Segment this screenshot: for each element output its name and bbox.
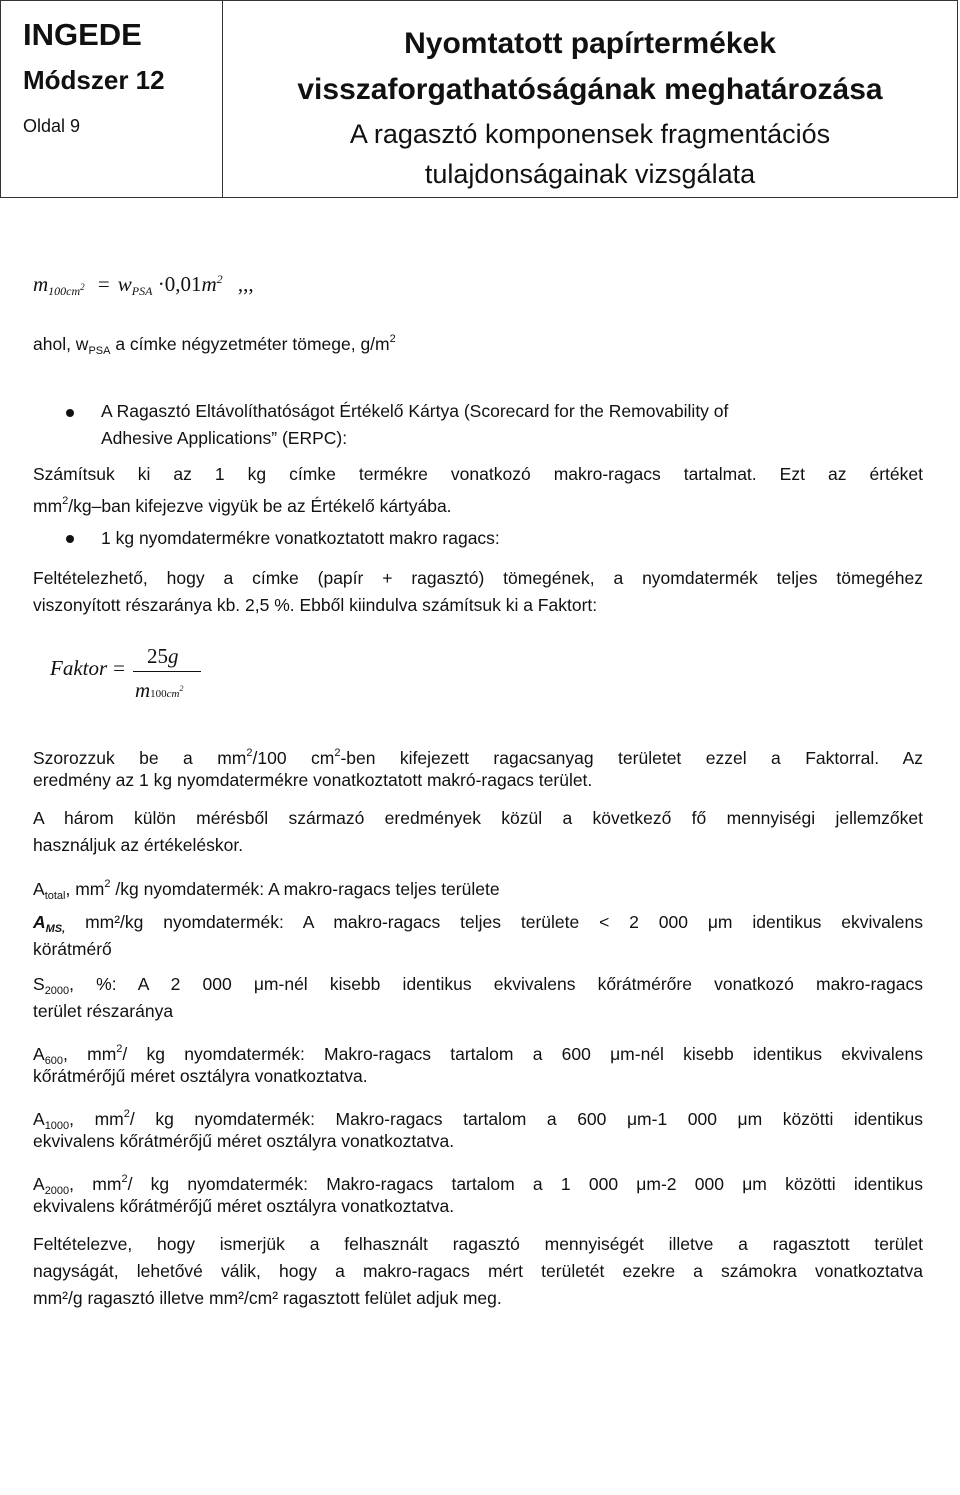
header-subtitle-line1: A ragasztó komponensek fragmentációs — [349, 119, 831, 149]
method-number: Módszer 12 — [23, 65, 165, 95]
page-number: Oldal 9 — [23, 116, 81, 136]
bullet-icon — [66, 409, 74, 417]
paragraph-assumption: Feltételezhető, hogy a címke (papír + ragasztó) tömegének, a nyomdatermék teljes tömegéhez viszonyított részaránya kb. 2,5 %. Ebből kiindulva számítsuk ki a Faktort: — [33, 568, 923, 615]
paragraph-characteristics: A három külön mérésből származó eredmények közül a következő fő mennyiségi jellemzőket használjuk az értékeléskor. — [33, 808, 923, 855]
header-left-cell — [1, 1, 223, 197]
bullet-icon — [66, 535, 74, 543]
definition-a2000: $A_{2000}$, $mm^2/$ kg nyomdatermék: Makro-ragacs tartalom a 1 000 μm-2 000 μm közötti identikus ekvivalens kőrátmérőjű méret osztályra vonatkoztatva. — [33, 1173, 923, 1216]
header-title-line1: Nyomtatott papírtermékek — [404, 27, 776, 60]
definition-a-total: $A_{total}$, $mm^2$ /kg nyomdatermék: A makro-ragacs teljes területe — [33, 878, 500, 902]
header-subtitle-line2: tulajdonságainak vizsgálata — [424, 159, 756, 189]
definition-a1000: $A_{1000}$, $mm^2/$ kg nyomdatermék: Makro-ragacs tartalom a 600 μm-1 000 μm közötti identikus ekvivalens kőrátmérőjű méret osztályra vonatkoztatva. — [33, 1108, 923, 1151]
header-right-cell — [223, 1, 957, 197]
org-name: INGEDE — [23, 17, 142, 52]
bullet-erpc: A Ragasztó Eltávolíthatóságot Értékelő Kártya (Scorecard for the Removability of Adhesive Applications” (ERPC): — [101, 401, 729, 448]
header-title-line2: visszaforgathatóságának meghatározása — [297, 73, 883, 106]
definition-a-ms: $A_{MS,}$ mm²/kg nyomdatermék: A makro-ragacs teljes területe < 2 000 μm identikus ekvivalens körátmérő — [33, 912, 923, 959]
paragraph-conclusion: Feltételezve, hogy ismerjük a felhasznált ragasztó mennyiségét illetve a ragasztott terület nagyságát, lehetővé válik, hogy a makro-ragacs mért területét ezekre a számokra vonatkoztatva mm²/g ragasztó illetve mm²/cm² ragasztott felület adjuk meg. — [33, 1234, 923, 1308]
definition-s2000: $S_{2000}$, %: A 2 000 μm-nél kisebb identikus ekvivalens kőrátmérőre vonatkozó makro-ragacs terület részaránya — [33, 974, 923, 1021]
where-definition: ahol, $w_{PSA}$ a címke négyzetméter tömege, $g/m^2$ — [33, 333, 396, 357]
formula-mass-per-100cm2: $m_{100cm^2} = w_{PSA} \cdot 0,01m^2$ ,,, — [33, 272, 254, 298]
paragraph-calc-content: Számítsuk ki az 1 kg címke termékre vonatkozó makro-ragacs tartalmat. Ezt az értéket $mm^2/kg$–ban kifejezve vigyük be az Értékelő kártyába. — [33, 464, 923, 516]
paragraph-multiply: Szorozzuk be a $mm^2/100$ $cm^2$-ben kifejezett ragacsanyag területet ezzel a Faktorral. Az eredmény az 1 kg nyomdatermékre vonatkoztatott makró-ragacs terület. — [33, 747, 923, 790]
bullet-macro-stickies: 1 kg nyomdatermékre vonatkoztatott makro ragacs: — [101, 528, 500, 548]
definition-a600: $A_{600}$, $mm^2/$ kg nyomdatermék: Makro-ragacs tartalom a 600 μm-nél kisebb identikus ekvivalens kőrátmérőjű méret osztályra vonatkoztatva. — [33, 1043, 923, 1086]
fraction-bar — [133, 671, 201, 672]
document-header — [0, 0, 958, 198]
